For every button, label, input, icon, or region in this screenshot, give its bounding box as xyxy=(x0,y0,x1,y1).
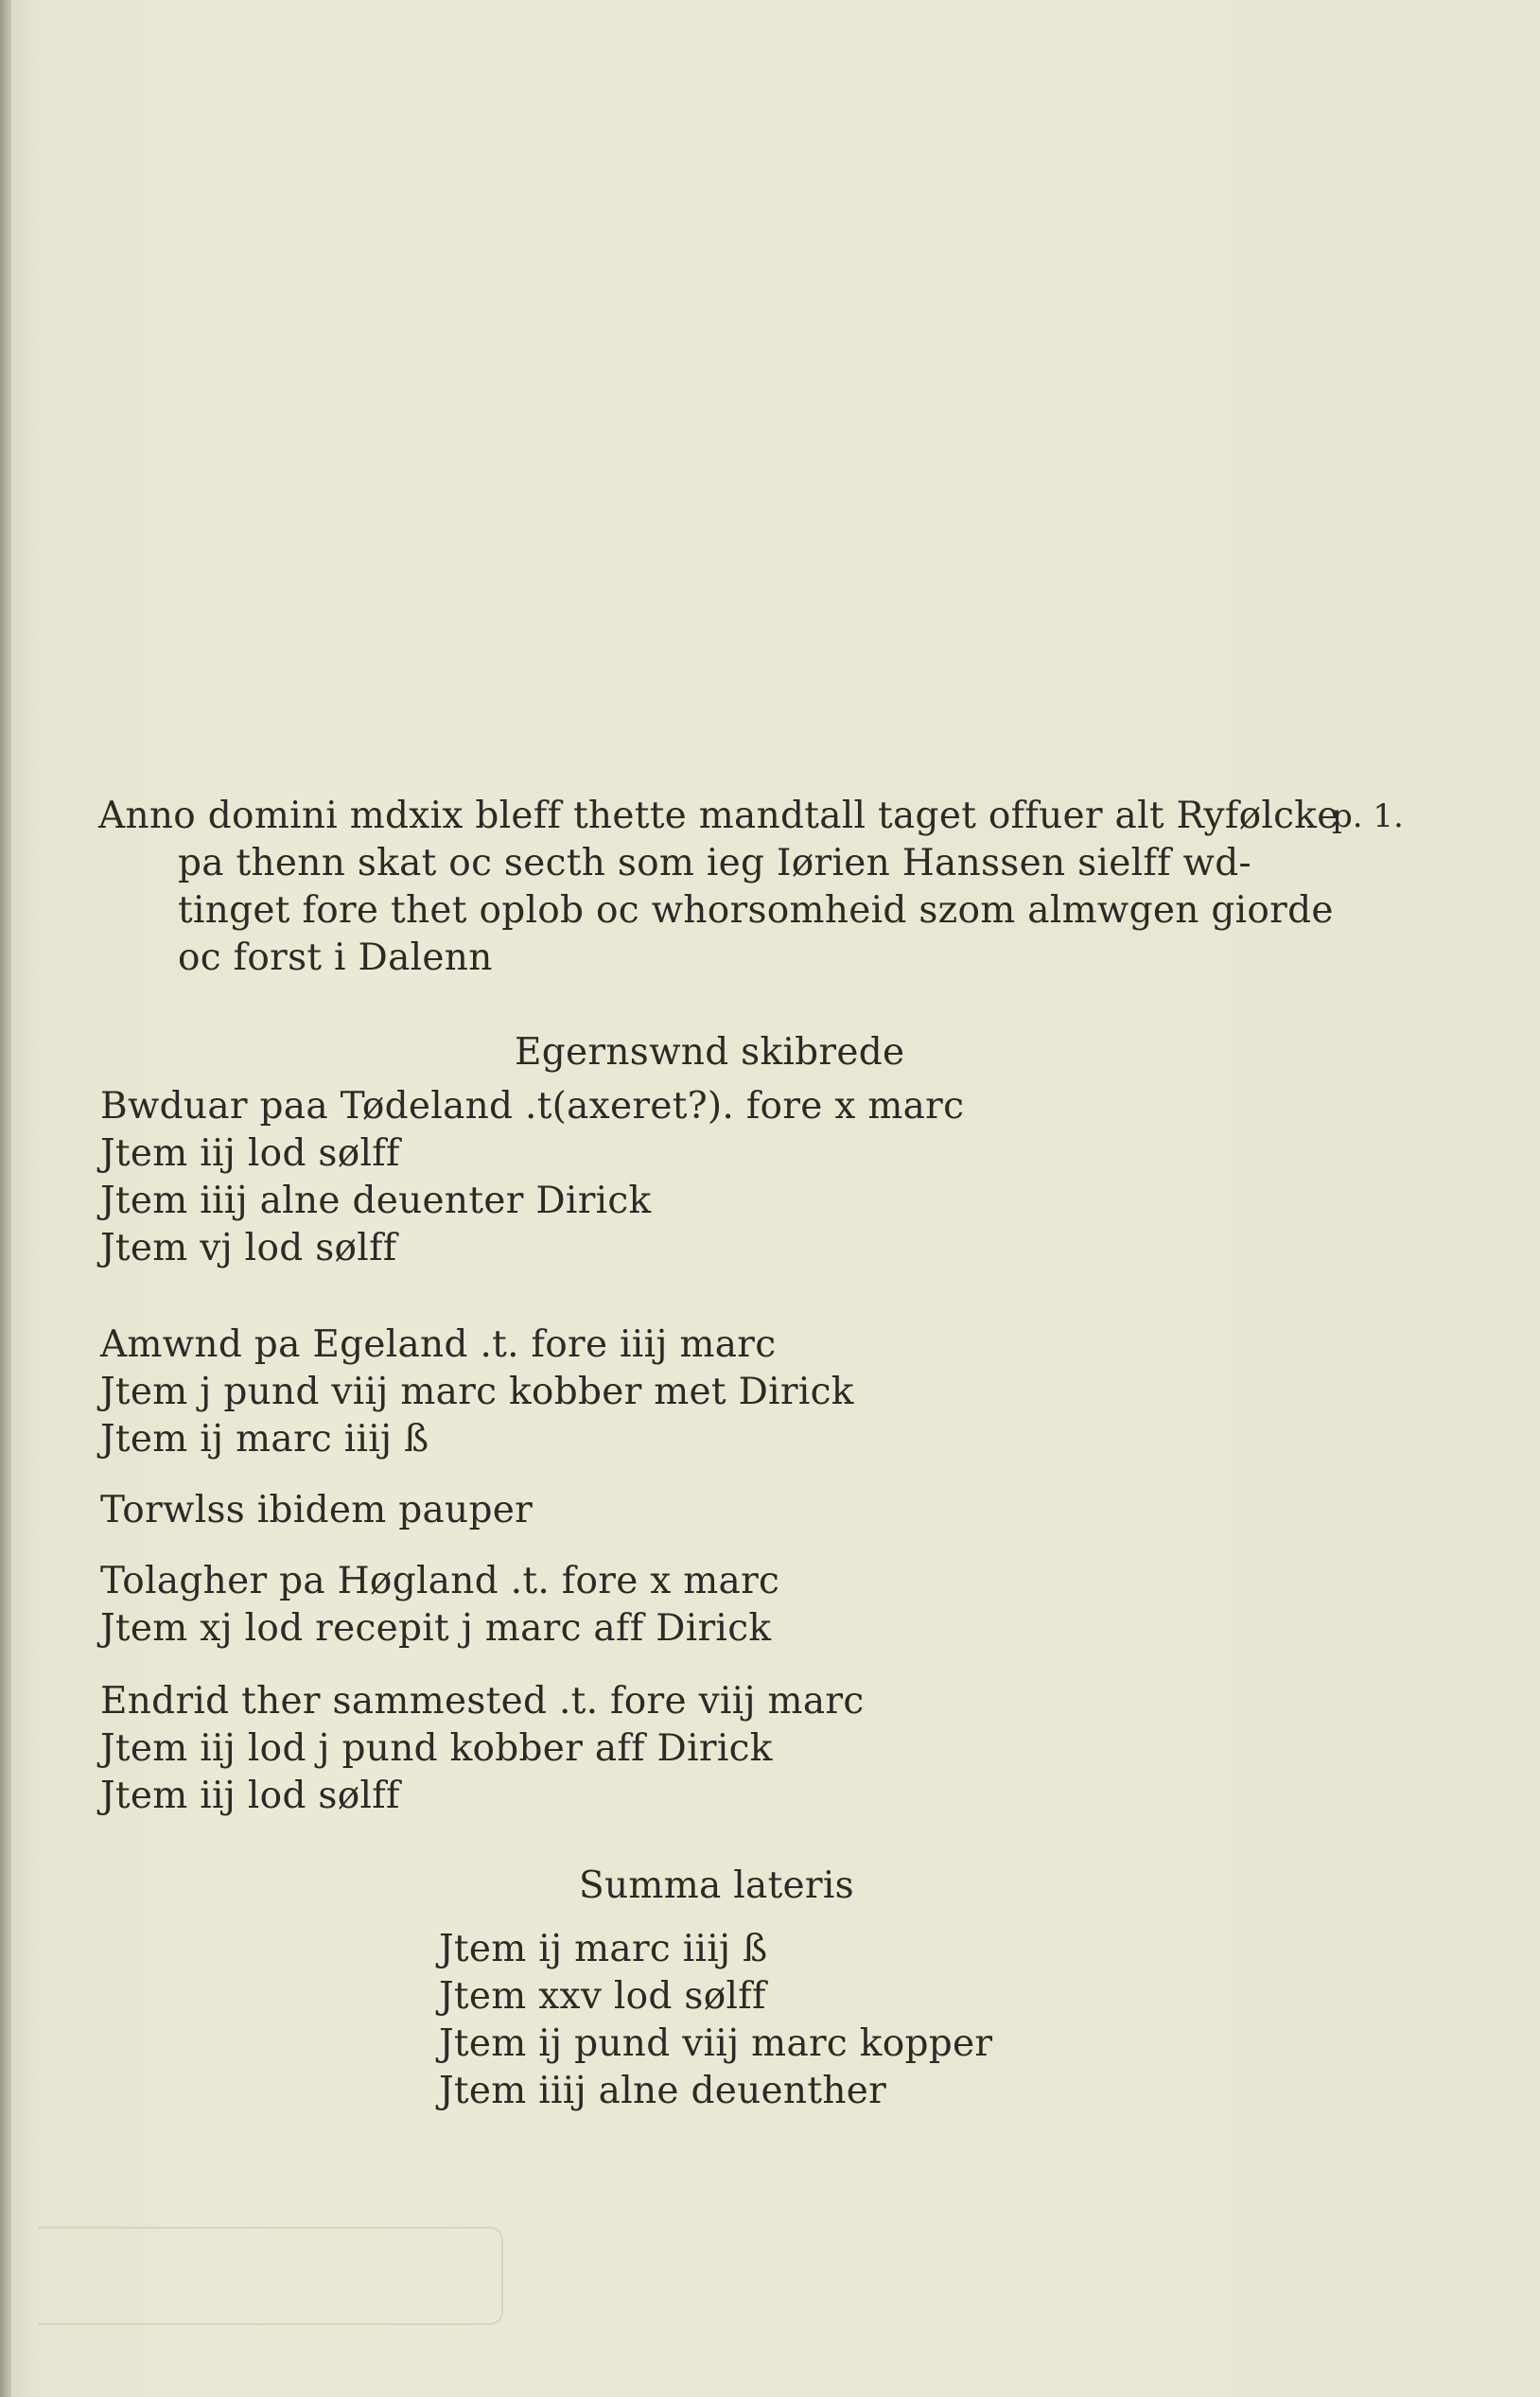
summa-line: Jtem iiij alne deuenther xyxy=(439,2070,887,2112)
heading-line-4: oc forst i Dalenn xyxy=(178,936,493,979)
page-edge-shadow xyxy=(0,0,11,2397)
page-reference: p. 1. xyxy=(1332,797,1404,835)
heading-line-2: pa thenn skat oc secth som ieg Iørien Hanssen sielff wd- xyxy=(178,842,1251,884)
entry-line: Jtem iij lod sølff xyxy=(100,1775,400,1817)
heading-line-3: tinget fore thet oplob oc whorsomheid szom almwgen giorde xyxy=(178,889,1334,932)
faint-label-outline xyxy=(38,2227,503,2325)
section-title: Egernswnd skibrede xyxy=(515,1031,905,1074)
entry-line: Jtem iij lod j pund kobber aff Dirick xyxy=(100,1727,773,1770)
entry-line: Tolagher pa Høgland .t. fore x marc xyxy=(100,1560,780,1602)
entry-line: Bwduar paa Tødeland .t(axeret?). fore x marc xyxy=(100,1085,965,1128)
entry-line: Jtem vј lod sølff xyxy=(100,1227,397,1269)
entry-line: Amwnd pa Egeland .t. fore iiij marc xyxy=(100,1323,777,1366)
summa-title: Summa lateris xyxy=(579,1864,854,1907)
summa-line: Jtem iј pund viij marc kopper xyxy=(439,2022,993,2065)
heading-line-1: Anno domini mdxix bleff thette mandtall taget offuer alt Ryfølcke xyxy=(98,795,1339,837)
entry-line: Jtem ј pund viij marc kobber met Dirick xyxy=(100,1371,854,1413)
summa-line: Jtem ij marc iiij ß xyxy=(439,1928,768,1970)
entry-line: Jtem iiј lod sølff xyxy=(100,1132,400,1175)
summa-line: Jtem xxv lod sølff xyxy=(439,1975,766,2018)
entry-line: Endrid ther sammested .t. fore viij marc xyxy=(100,1680,865,1723)
entry-line: Jtem ij marc iiij ß xyxy=(100,1418,429,1461)
entry-line: Torwlss ibidem pauper xyxy=(100,1489,534,1531)
entry-line: Jtem xј lod recepit ј marc aff Dirick xyxy=(100,1607,772,1650)
entry-line: Jtem iiij alne deuenter Dirick xyxy=(100,1180,652,1222)
